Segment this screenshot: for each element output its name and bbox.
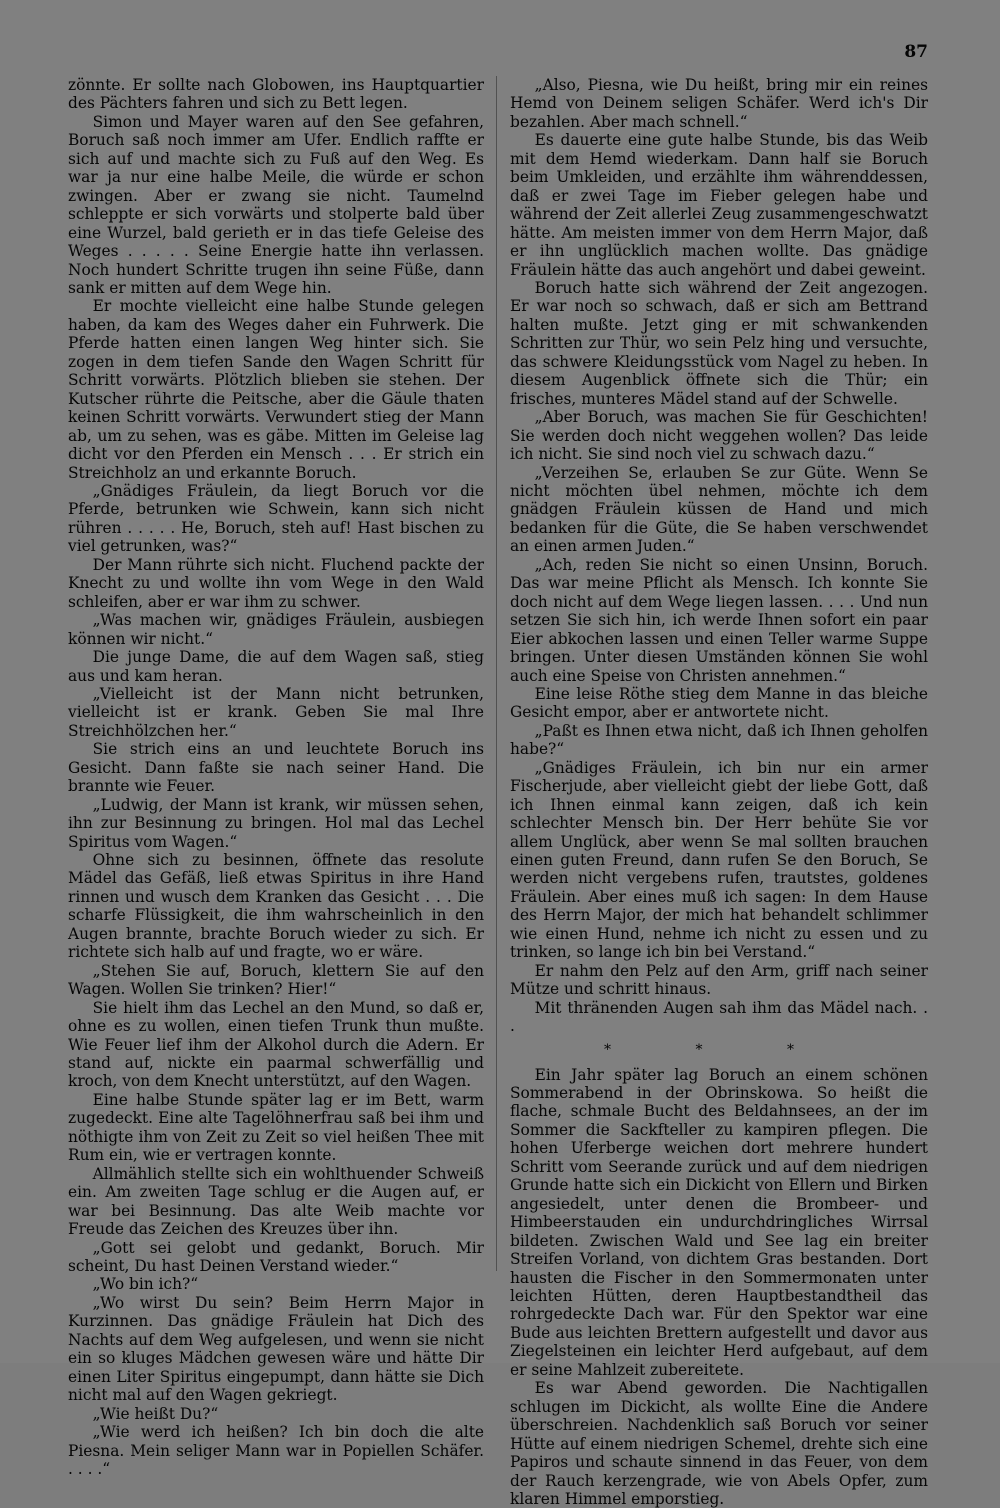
paragraph: Simon und Mayer waren auf den See gefahren, Boruch saß noch immer am Ufer. Endlich raffte er sich auf und machte sich zu Fuß auf den Weg. Es war ja nur eine halbe Meile, die würde er schon zwingen. Aber er zwang sie nicht. Taumelnd schleppte er sich vorwärts und stolperte bald über eine Wurzel, bald gerieth er in das tiefe Geleise des Weges . . . . . Seine Energie hatte ihn verlassen. Noch hundert Schritte trugen ihn seine Füße, dann sank er mitten auf dem Wege hin.: [68, 112, 484, 297]
paragraph: „Wie heißt Du?“: [92, 1404, 219, 1423]
column-divider: [496, 76, 497, 1271]
page-number: 87: [904, 42, 928, 62]
paragraph: „Gnädiges Fräulein, da liegt Boruch vor die Pferde, betrunken wie Schwein, kann sich nicht rühren . . . . . He, Boruch, steh auf! Hast bischen zu viel getrunken, was?“: [68, 481, 484, 556]
paragraph: Sie hielt ihm das Lechel an den Mund, so daß er, ohne es zu wollen, einen tiefen Trunk thun mußte. Wie Feuer lief ihm der Alkohol durch die Adern. Er stand auf, nickte ein paarmal schwerfällig und kroch, von dem Knecht unterstützt, auf den Wagen.: [68, 998, 484, 1091]
paragraph: zönnte. Er sollte nach Globowen, ins Hauptquartier des Pächters fahren und sich zu Bett legen.: [68, 76, 484, 113]
paragraph: „Ach, reden Sie nicht so einen Unsinn, Boruch. Das war meine Pflicht als Mensch. Ich konnte Sie doch nicht auf dem Wege liegen lassen. . . . Und nun setzen Sie sich hin, ich werde Ihnen sofort ein paar Eier abkochen lassen und einen Teller warme Suppe bringen. Unter diesen Umständen können Sie wohl auch eine Speise von Christen annehmen.“: [510, 555, 928, 685]
paragraph: Mit thränenden Augen sah ihm das Mädel nach. . .: [510, 998, 928, 1036]
paragraph: „Gnädiges Fräulein, ich bin nur ein armer Fischerjude, aber vielleicht giebt der liebe Gott, daß ich Ihnen einmal kann zeigen, daß ich kein schlechter Mensch bin. Der Herr behüte Sie vor allem Unglück, aber wenn Se mal sollten brauchen einen guten Freund, dann rufen Se den Boruch, Se werden nicht vergebens rufen, trautstes, goldenes Fräulein. Aber eines muß ich sagen: In dem Hause des Herrn Major, der mich hat behandelt schlimmer wie einen Hund, nehme ich nicht zu essen und zu trinken, so lange ich bin bei Verstand.“: [510, 758, 928, 962]
paragraph: „Vielleicht ist der Mann nicht betrunken, vielleicht ist er krank. Geben Sie mal Ihre Streichhölzchen her.“: [68, 684, 484, 740]
section-break: * * *: [604, 1041, 834, 1058]
paragraph: Die junge Dame, die auf dem Wagen saß, stieg aus und kam heran.: [68, 648, 484, 685]
right-column: [510, 76, 928, 1508]
paragraph: Allmählich stellte sich ein wohlthuender Schweiß ein. Am zweiten Tage schlug er die Augen auf, er war bei Besinnung. Das alte Weib machte vor Freude das Zeichen des Kreuzes über ihn.: [68, 1164, 484, 1239]
paragraph: „Verzeihen Se, erlauben Se zur Güte. Wenn Se nicht möchten übel nehmen, möchte ich dem gnädgen Fräulein küssen de Hand und mich bedanken für die Güte, die Se haben verschwendet an einen armen Juden.“: [510, 463, 928, 556]
paragraph: Es dauerte eine gute halbe Stunde, bis das Weib mit dem Hemd wiederkam. Dann half sie Boruch beim Umkleiden, und erzählte ihm währenddessen, daß er zwei Tage im Fieber gelegen habe und während der Zeit allerlei Zeug zusammengeschwatzt hätte. Am meisten immer von dem Herrn Major, daß er ihn unglücklich machen wollte. Das gnädige Fräulein hätte das auch angehört und dabei geweint.: [510, 131, 928, 279]
paragraph: „Wo wirst Du sein? Beim Herrn Major in Kurzinnen. Das gnädige Fräulein hat Dich des Nachts auf dem Weg aufgelesen, und wenn sie nicht ein so kluges Mädchen gewesen wäre und hätte Dir einen Liter Spiritus eingepumpt, dann hätte sie Dich nicht mal auf den Wagen gekriegt.: [68, 1293, 484, 1405]
paragraph: Sie strich eins an und leuchtete Boruch ins Gesicht. Dann faßte sie nach seiner Hand. Die brannte wie Feuer.: [68, 740, 484, 796]
paragraph: „Paßt es Ihnen etwa nicht, daß ich Ihnen geholfen habe?“: [510, 721, 928, 759]
paragraph: Eine halbe Stunde später lag er im Bett, warm zugedeckt. Eine alte Tagelöhnerfrau saß bei ihm und nöthigte ihm von Zeit zu Zeit so viel heißen Thee mit Rum ein, wie er vertragen konnte.: [68, 1090, 484, 1165]
paragraph: Ein Jahr später lag Boruch an einem schönen Sommerabend in der Obrinskowa. So heißt die flache, schmale Bucht des Beldahnsees, an der im Sommer die Sackfteller zu kampiren pflegen. Die hohen Uferberge weichen dort mehrere hundert Schritt vom Seerande zurück und auf dem niedrigen Grunde hatte sich ein Dickicht von Ellern und Birken angesiedelt, unter denen die Brombeer- und Himbeerstauden ein undurchdringliches Wirrsal bildeten. Zwischen Wald und See lag ein breiter Streifen Vorland, von dichtem Gras bestanden. Dort hausten die Fischer in den Sommermonaten unter leichten Hütten, deren Hauptbestandtheil das rohrgedeckte Dach war. Für den Spektor war eine Bude aus leichten Brettern aufgestellt und davor aus Ziegelsteinen ein leichter Herd aufgebaut, auf dem er seine Mahlzeit zubereitete.: [510, 1065, 928, 1379]
paragraph: Es war Abend geworden. Die Nachtigallen schlugen im Dickicht, als wollte Eine die Andere überschreien. Nachdenklich saß Boruch vor seiner Hütte auf einem niedrigen Schemel, drehte sich eine Papiros und schaute sinnend in das Feuer, von dem der Rauch kerzengrade, wie von Abels Opfer, zum klaren Himmel emporstieg.: [510, 1379, 928, 1508]
paragraph: Ohne sich zu besinnen, öffnete das resolute Mädel das Gefäß, ließ etwas Spiritus in ihre Hand rinnen und wusch dem Kranken das Gesicht . . . Die scharfe Flüssigkeit, die ihm wahrscheinlich in den Augen brannte, brachte Boruch wieder zu sich. Er richtete sich halb auf und fragte, wo er wäre.: [68, 851, 484, 962]
paragraph: „Wie werd ich heißen? Ich bin doch die alte Piesna. Mein seliger Mann war in Popiellen Schäfer. . . . .“: [68, 1423, 484, 1478]
paragraph: „Ludwig, der Mann ist krank, wir müssen sehen, ihn zur Besinnung zu bringen. Hol mal das Lechel Spiritus vom Wagen.“: [68, 795, 484, 851]
left-column: [68, 76, 484, 1478]
paragraph: Er nahm den Pelz auf den Arm, griff nach seiner Mütze und schritt hinaus.: [510, 961, 928, 999]
paragraph: „Gott sei gelobt und gedankt, Boruch. Mir scheint, Du hast Deinen Verstand wieder.“: [68, 1238, 484, 1275]
paragraph: „Was machen wir, gnädiges Fräulein, ausbiegen können wir nicht.“: [68, 611, 484, 648]
paragraph: „Also, Piesna, wie Du heißt, bring mir ein reines Hemd von Deinem seligen Schäfer. Werd ich's Dir bezahlen. Aber mach schnell.“: [510, 76, 928, 131]
paragraph: Der Mann rührte sich nicht. Fluchend packte der Knecht zu und wollte ihn vom Wege in den Wald schleifen, aber er war ihm zu schwer.: [68, 555, 484, 611]
paragraph: „Stehen Sie auf, Boruch, klettern Sie auf den Wagen. Wollen Sie trinken? Hier!“: [68, 961, 484, 999]
paragraph: Eine leise Röthe stieg dem Manne in das bleiche Gesicht empor, aber er antwortete nicht.: [510, 684, 928, 722]
paragraph: Boruch hatte sich während der Zeit angezogen. Er war noch so schwach, daß er sich am Bettrand halten mußte. Jetzt ging er mit schwankenden Schritten zur Thür, wo sein Pelz hing und versuchte, das schwere Kleidungsstück vom Nagel zu heben. In diesem Augenblick öffnete sich die Thür; ein frisches, munteres Mädel stand auf der Schwelle.: [510, 278, 928, 408]
paragraph: Er mochte vielleicht eine halbe Stunde gelegen haben, da kam des Weges daher ein Fuhrwerk. Die Pferde hatten einen langen Weg hinter sich. Sie zogen in dem tiefen Sande den Wagen Schritt für Schritt vorwärts. Plötzlich blieben sie stehen. Der Kutscher rührte die Peitsche, aber die Gäule thaten keinen Schritt vorwärts. Verwundert stieg der Mann ab, um zu sehen, was es gäbe. Mitten im Geleise lag dicht vor den Pferden ein Mensch . . . Er strich ein Streichholz an und erkannte Boruch.: [68, 297, 484, 482]
paragraph: „Wo bin ich?“: [92, 1275, 199, 1294]
paragraph: „Aber Boruch, was machen Sie für Geschichten! Sie werden doch nicht weggehen wollen? Das leide ich nicht. Sie sind noch viel zu schwach dazu.“: [510, 408, 928, 464]
